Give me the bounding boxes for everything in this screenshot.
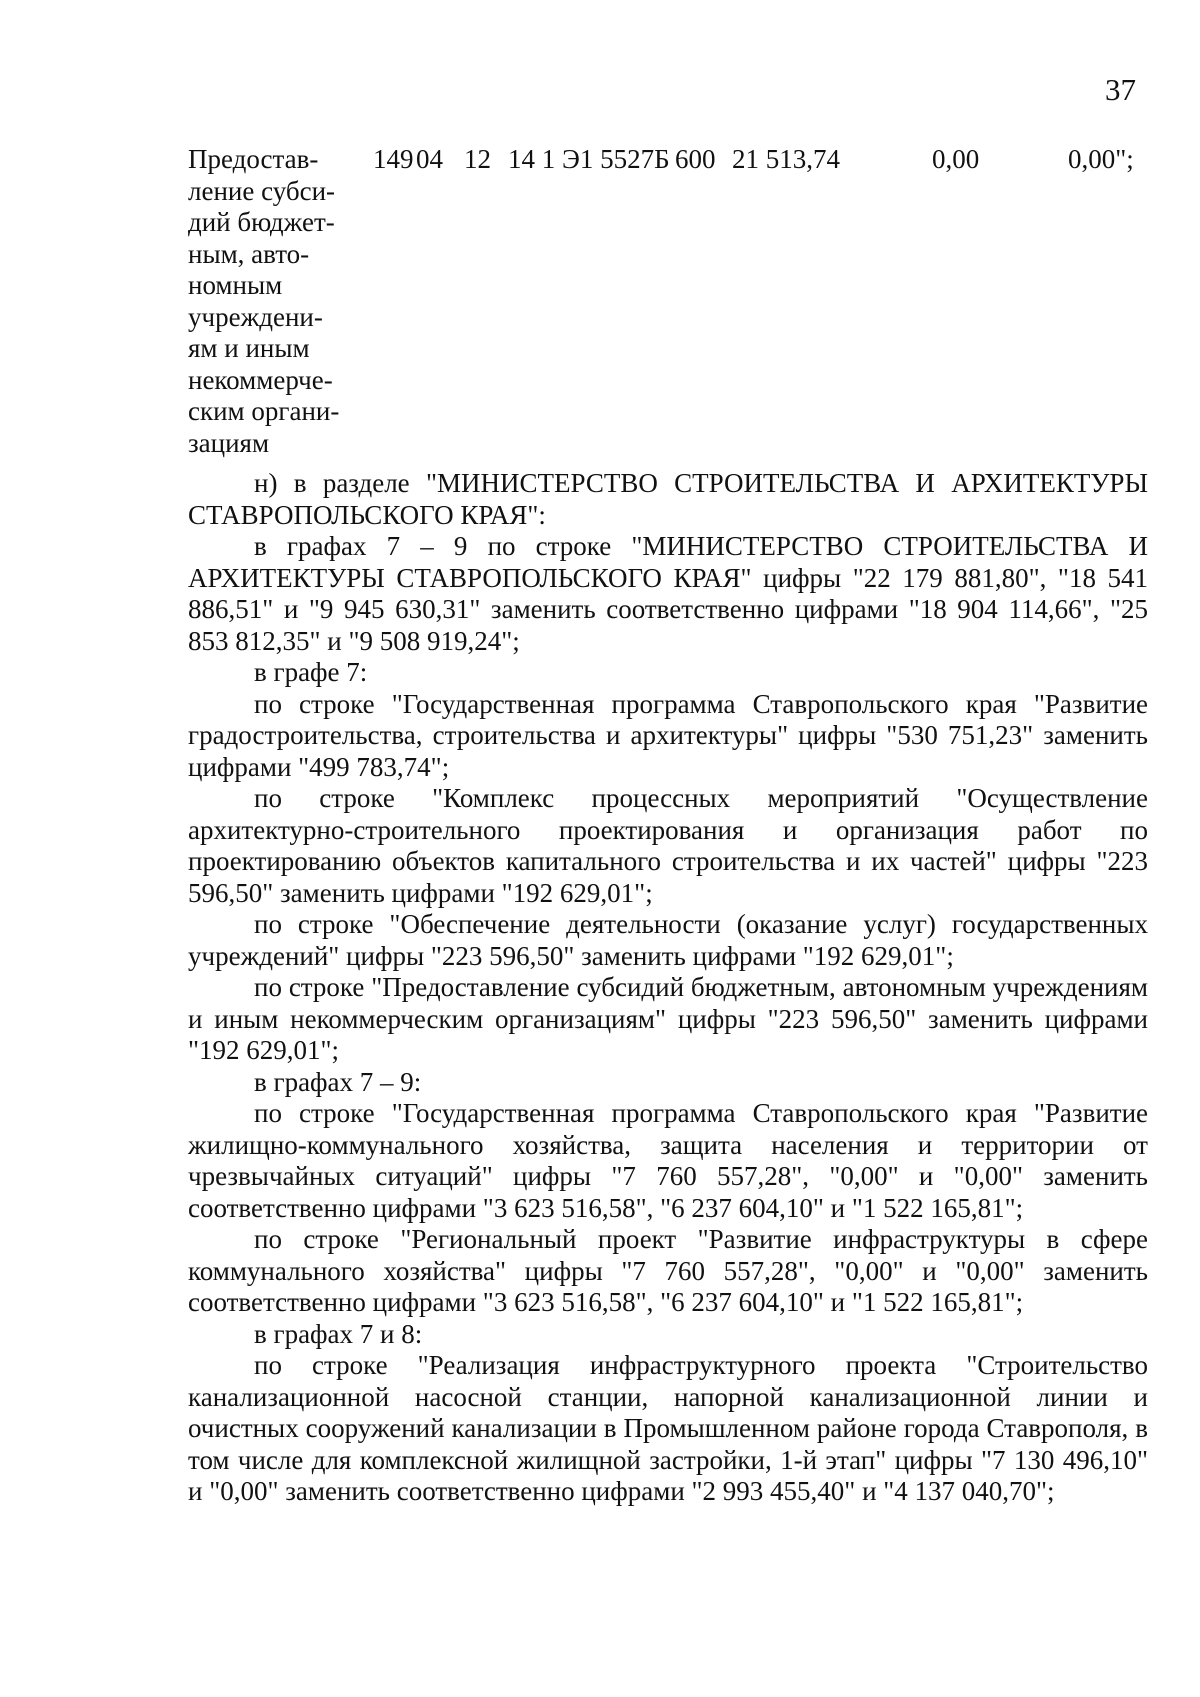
section-code-cell: 04 xyxy=(416,144,443,174)
column-heading: в графах 7 – 9: xyxy=(254,1066,422,1097)
amount-column-7-cell: 21 513,74 xyxy=(732,144,840,174)
amendment-paragraph: по строке "Комплекс процессных мероприятий "Осуществление архитектурно-строительного проектирования и организация работ по проектированию объектов капитального строительства и их частей" цифры "223 596,50" заменить цифрами "192 629,01"; xyxy=(188,783,1148,908)
amendment-paragraph: по строке "Государственная программа Ставропольского края "Развитие градостроительства, строительства и архитектуры" цифры "530 751,23" заменить цифрами "499 783,74"; xyxy=(188,688,1148,782)
amount-column-9-cell: 0,00"; xyxy=(1068,144,1134,174)
amendment-text xyxy=(188,468,1148,1508)
amendment-paragraph: по строке "Региональный проект "Развитие инфраструктуры в сфере коммунального хозяйства" цифры "7 760 557,28", "0,00" и "0,00" заменить соответственно цифрами "3 623 516,58", "6 237 604,10" и "1 522 165,81"; xyxy=(188,1224,1148,1317)
column-heading: в графе 7: xyxy=(254,657,368,687)
amendment-paragraph: в графах 7 – 9 по строке "МИНИСТЕРСТВО СТРОИТЕЛЬСТВА И АРХИТЕКТУРЫ СТАВРОПОЛЬСКОГО КРАЯ" цифры "22 179 881,80", "18 541 886,51" и "9 945 630,31" заменить соответственно цифрами "18 904 114,66", "25 853 812,35" и "9 508 919,24"; xyxy=(188,531,1148,656)
amendment-paragraph: по строке "Государственная программа Ставропольского края "Развитие жилищно-коммунального хозяйства, защита населения и территории от чрезвычайных ситуаций" цифры "7 760 557,28", "0,00" и "0,00" заменить соответственно цифрами "3 623 516,58", "6 237 604,10" и "1 522 165,81"; xyxy=(188,1098,1148,1223)
page-number: 37 xyxy=(1105,72,1136,107)
subsection-code-cell: 12 xyxy=(464,144,491,174)
target-article-cell: 14 1 Э1 5527Б xyxy=(508,144,670,174)
column-heading: в графах 7 и 8: xyxy=(254,1318,423,1349)
expense-type-cell: 600 xyxy=(675,144,716,174)
amendment-paragraph: по строке "Реализация инфраструктурного проекта "Строительство канализационной насосной станции, напорной канализационной линии и очистных сооружений канализации в Промышленном районе города Ставрополя, в том числе для комплексной жилищной застройки, 1-й этап" цифры "7 130 496,10" и "0,00" заменить соответственно цифрами "2 993 455,40" и "4 137 040,70"; xyxy=(188,1350,1148,1506)
amount-column-8-cell: 0,00 xyxy=(932,144,980,174)
amendment-paragraph: по строке "Предоставление субсидий бюджетным, автономным учреждениям и иным некоммерческим организациям" цифры "223 596,50" заменить цифрами "192 629,01"; xyxy=(188,972,1148,1065)
section-intro-paragraph: н) в разделе "МИНИСТЕРСТВО СТРОИТЕЛЬСТВА И АРХИТЕКТУРЫ СТАВРОПОЛЬСКОГО КРАЯ": xyxy=(188,468,1148,530)
amendment-paragraph: по строке "Обеспечение деятельности (оказание услуг) государственных учреждений" цифры "223 596,50" заменить цифрами "192 629,01"; xyxy=(188,909,1148,971)
row-name-cell: Предостав- ление субси- дий бюджет- ным, авто- номным учреждени- ям и иным некоммерче- ским органи- зациям xyxy=(188,144,340,458)
ved-code-cell: 149 xyxy=(373,144,414,174)
